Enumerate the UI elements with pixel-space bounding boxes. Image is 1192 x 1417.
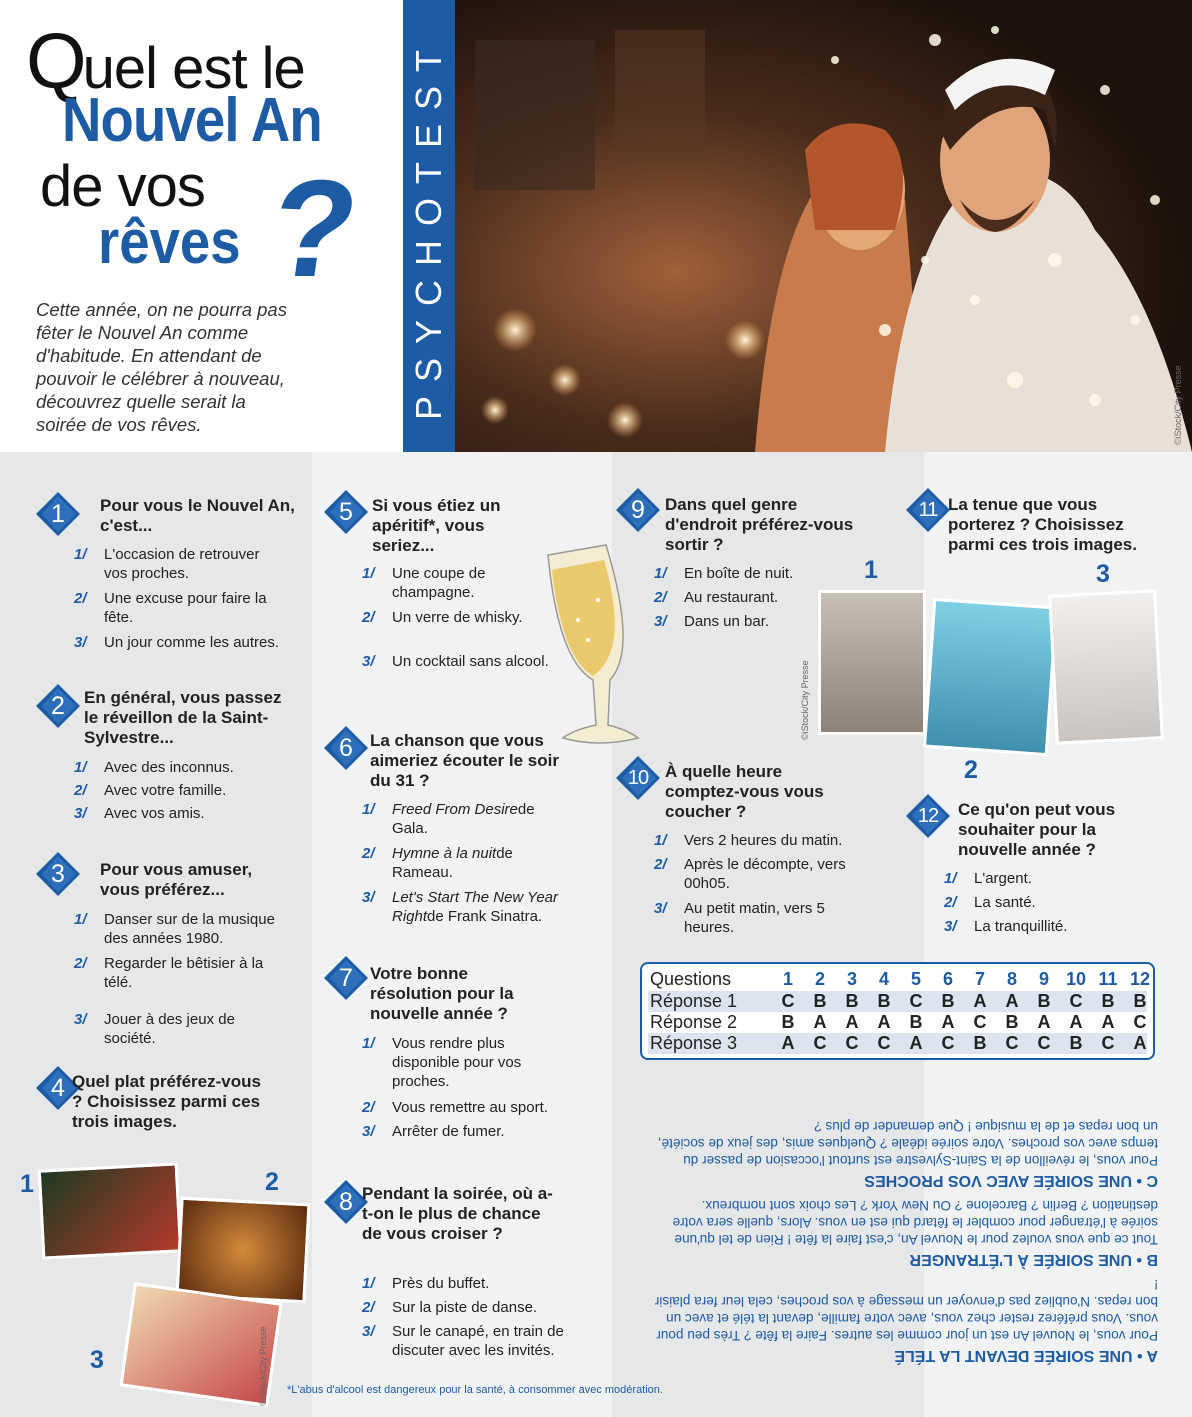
question-2-number-label: 2 [51,692,65,720]
song-title: Hymne à la nuit [392,845,497,862]
question-1-option-1[interactable] [74,545,284,583]
title-line-3: de vos [40,154,205,219]
option-label: Vous remettre au sport. [392,1099,548,1116]
answers-table-cell: C [781,991,795,1011]
answers-table-cell: C [1037,1033,1051,1053]
title-line-1-rest: uel est le [82,36,305,101]
answers-table-cell: 11 [1098,969,1118,989]
song-title: Let's Start The New Year Right [392,889,559,925]
song-artist: de Gala. [392,801,535,837]
option-prefix: 2/ [362,845,375,862]
option-label: Sur la piste de danse. [392,1299,538,1316]
answers-table-row-label: Réponse 3 [650,1033,738,1053]
question-12-number-label: 12 [917,805,939,827]
answers-table-cell: A [1037,1012,1051,1032]
answers-table-cell: A [877,1012,891,1032]
question-8-option-1[interactable] [362,1274,572,1293]
answers-table-row-label: Réponse 1 [650,991,738,1011]
question-8-text: Pendant la soirée, où a-t-on le plus de chance de vous croiser ? [362,1184,553,1243]
question-8-option-2[interactable] [362,1298,572,1317]
question-7-option-2[interactable] [362,1098,572,1117]
answers-table-cell: B [973,1033,987,1053]
question-3-option-1[interactable] [74,910,284,948]
question-2-option-2[interactable] [74,781,284,800]
option-prefix: 2/ [362,1299,375,1316]
answers-table-cell: A [1133,1033,1147,1053]
option-label: Une excuse pour faire la fête. [104,590,267,626]
question-10-option-1[interactable] [654,831,864,850]
answers-table-cell: A [1101,1012,1115,1032]
answers-table-cell: C [1101,1033,1115,1053]
answers-table-cell: C [1133,1012,1147,1032]
answers-table-cell: B [781,1012,795,1032]
food-image-1 [38,1162,183,1259]
title-question-mark: ? [261,152,368,306]
option-prefix: 1/ [362,1275,375,1292]
option-prefix: 2/ [654,856,667,873]
option-label [362,800,572,838]
answers-table-cell: 5 [910,969,921,989]
question-9-option-1[interactable] [654,564,864,583]
answers-table-row-label: Réponse 2 [650,1012,738,1032]
answers-table-cell: 8 [1006,969,1017,989]
option-prefix: 2/ [944,894,957,911]
option-label: L'occasion de retrouver vos proches. [104,546,260,582]
option-label: Arrêter de fumer. [392,1123,505,1140]
option-label: Avec des inconnus. [104,759,234,776]
answers-table-cell: B [813,991,827,1011]
outfit-image-1 [818,590,926,735]
question-9-number-label: 9 [631,496,645,524]
answers-table-cell: A [845,1012,859,1032]
question-2-option-3[interactable] [74,804,284,823]
option-prefix: 2/ [74,782,87,799]
answers-table-cell: B [1037,991,1051,1011]
hero-photo [455,0,1192,452]
option-label: Vers 2 heures du matin. [684,832,843,849]
question-7-number-label: 7 [339,964,353,992]
outfit-image-3-label: 3 [1096,560,1110,588]
food-image-3-label: 3 [90,1346,104,1374]
question-12-number [906,794,950,838]
option-prefix: 3/ [74,1011,87,1028]
question-1-text: Pour vous le Nouvel An, c'est... [100,496,295,535]
option-prefix: 3/ [654,900,667,917]
option-label: Une coupe de champagne. [392,565,486,601]
answers-table-cell: C [941,1033,955,1053]
answers-table-cell: C [973,1012,987,1032]
question-3-number-label: 3 [51,860,65,888]
question-10-number-label: 10 [627,767,649,789]
question-4-text: Quel plat préférez-vous ? Choisissez parmi ces trois images. [72,1072,261,1131]
answers-table-cell: 7 [974,969,985,989]
option-prefix: 1/ [74,546,87,563]
answers-table-cell: C [877,1033,891,1053]
option-label: Avec votre famille. [104,782,227,799]
option-label: La santé. [974,894,1036,911]
food-image-2 [175,1197,310,1304]
answers-table-row [650,991,1150,1012]
option-label: Un verre de whisky. [392,609,523,626]
song-artist: de Rameau. [392,845,513,881]
option-label: Regarder le bêtisier à la télé. [104,955,264,991]
answers-table-cell: 6 [942,969,953,989]
question-12-option-3[interactable] [944,917,1154,936]
option-prefix: 1/ [654,832,667,849]
champagne-glass-illustration [538,540,668,750]
answers-table-cell: A [1069,1012,1083,1032]
answers-table-cell: 2 [814,969,825,989]
question-7-text: Votre bonne résolution pour la nouvelle année ? [370,964,514,1023]
option-label [362,844,572,882]
option-prefix: 2/ [74,955,87,972]
option-prefix: 3/ [74,634,87,651]
result-1-heading: A • UNE SOIRÉE DEVANT LA TÉLÉ [894,1347,1158,1364]
question-5-number-label: 5 [339,498,353,526]
option-label: Près du buffet. [392,1275,490,1292]
answers-table-cell: C [1005,1033,1019,1053]
question-12-option-2[interactable] [944,893,1154,912]
answers-table-cell: B [909,1012,923,1032]
answers-table-cell: 4 [878,969,889,989]
answers-table-cell: A [781,1033,795,1053]
answers-table-cell: A [973,991,987,1011]
intro-paragraph: Cette année, on ne pourra pas fêter le Nouvel An comme d'habitude. En attendant de pouvoir le célébrer à nouveau, découvrez quelle serait la soirée de vos rêves. [36,299,287,435]
option-prefix: 3/ [362,1323,375,1340]
answers-table-cell: B [1005,1012,1019,1032]
option-label: Un jour comme les autres. [104,634,280,651]
option-prefix: 3/ [362,653,375,670]
question-11-number [906,488,950,532]
option-prefix: 1/ [944,870,957,887]
question-11-text: La tenue que vous porterez ? Choisissez parmi ces trois images. [948,495,1137,554]
title-line-2: Nouvel An [62,86,322,155]
option-label: Danser sur de la musique des années 1980. [104,911,275,947]
section-tag [403,0,455,452]
answers-table-cell: A [813,1012,827,1032]
option-prefix: 3/ [944,918,957,935]
answers-table-cell: A [1005,991,1019,1011]
question-4-number-label: 4 [51,1074,65,1102]
question-2-option-1[interactable] [74,758,284,777]
option-label [362,888,572,926]
food-image-credit: ©iStock/City Presse [258,1326,268,1406]
question-10-option-2[interactable] [654,855,864,893]
section-tag-label: PSYCHOTEST [408,35,449,421]
outfit-image-3 [1048,589,1164,744]
answers-table-cell: B [941,991,955,1011]
option-prefix: 2/ [74,590,87,607]
answers-table-header [650,969,1150,990]
answers-table [640,962,1155,1060]
result-2-heading: B • UNE SOIRÉE À L'ÉTRANGER [909,1251,1158,1268]
outfit-image-credit: ©iStock/City Presse [800,660,810,740]
option-label: Après le décompte, vers 00h05. [684,856,846,892]
question-8-option-3[interactable] [362,1322,572,1360]
question-3-text: Pour vous amuser, vous préférez... [100,860,253,899]
question-5-text: Si vous étiez un apéritif*, vous seriez... [372,496,501,555]
answers-table-cell: C [813,1033,827,1053]
answers-table-cell: 3 [846,969,857,989]
answers-table-cell: C [845,1033,859,1053]
song-artist: de Frank Sinatra. [427,908,543,925]
question-1-option-2[interactable] [74,589,284,627]
song-title: Freed From Desire [392,801,518,818]
option-label: Sur le canapé, en train de discuter avec les invités. [392,1323,564,1359]
answers-table-row [650,1033,1150,1054]
question-12-option-1[interactable] [944,869,1154,888]
answers-table-cell: 12 [1129,969,1151,989]
question-6-text: La chanson que vous aimeriez écouter le soir du 31 ? [370,731,559,790]
question-9-text: Dans quel genre d'endroit préférez-vous sortir ? [665,495,854,554]
footnote: *L'abus d'alcool est dangereux pour la santé, à consommer avec modération. [287,1384,663,1396]
hero-photo-illustration [455,0,1192,452]
answers-table-cell: 1 [782,969,793,989]
answers-table-cell: B [845,991,859,1011]
question-10-text: À quelle heure comptez-vous vous coucher ? [665,762,824,821]
option-prefix: 1/ [362,565,375,582]
question-6-option-3[interactable] [362,888,572,926]
option-prefix: 1/ [362,1035,375,1052]
option-label: Dans un bar. [684,613,770,630]
question-2-number [36,684,80,728]
answers-table-row-label: Questions [650,969,732,989]
question-3-option-3[interactable] [74,1010,284,1048]
question-1-option-3[interactable] [74,633,284,652]
result-3-heading: C • UNE SOIRÉE AVEC VOS PROCHES [864,1172,1158,1189]
answers-table-cell: A [909,1033,923,1053]
question-10-option-3[interactable] [654,899,864,937]
result-1-text: Pour vous, le Nouvel An est un jour comme les autres. Faire la fête ? Très peu pour vous. Vous préférez rester chez vous, avec votre famille, devant la télé et avec un bon repas. N'oubliez pas d'envoyer un message à vos proches, cela leur fera plaisir ! [654,1277,1158,1343]
question-6-number [324,726,368,770]
food-image-2-label: 2 [265,1168,279,1196]
answers-table-cell: C [1069,991,1083,1011]
option-label: Vous rendre plus disponible pour vos proches. [392,1035,522,1090]
answers-table-cell: B [1133,991,1147,1011]
option-prefix: 2/ [654,589,667,606]
question-8-number-label: 8 [339,1188,353,1216]
option-prefix: 3/ [74,805,87,822]
results-upside-down [648,1072,1158,1372]
question-5-number [324,490,368,534]
question-11-number-label: 11 [918,499,938,521]
result-2-text: Tout ce que vous voulez pour le Nouvel An, c'est faire la fête ! Rien de tel qu'une soirée à l'étranger pour combler le fêtard qui est en vous. Alors, quelle sera votre destination ? Berlin ? Barcelone ? Ou New York ? Les choix sont nombreux. [672,1198,1158,1247]
question-3-number [36,852,80,896]
option-label: Un cocktail sans alcool. [392,653,549,670]
option-label: La tranquillité. [974,918,1068,935]
answers-table-cell: B [1069,1033,1083,1053]
option-prefix: 2/ [362,609,375,626]
option-label: En boîte de nuit. [684,565,794,582]
title-line-4: rêves [98,208,241,277]
answers-table-cell: B [1101,991,1115,1011]
option-prefix: 1/ [74,759,87,776]
option-prefix: 3/ [654,613,667,630]
question-7-option-1[interactable] [362,1034,572,1091]
question-3-option-2[interactable] [74,954,284,992]
question-9-number [616,488,660,532]
question-10-number [616,756,660,800]
outfit-image-2 [923,598,1058,756]
question-6-option-1[interactable] [362,800,572,838]
question-1-number-label: 1 [51,500,65,528]
option-label: Avec vos amis. [104,805,205,822]
question-1-number [36,492,80,536]
answers-table-cell: B [877,991,891,1011]
question-7-number [324,956,368,1000]
option-prefix: 2/ [362,1099,375,1116]
hero-photo-credit: ©iStock/City Presse [1173,365,1183,445]
option-prefix: 3/ [362,1123,375,1140]
option-label: Jouer à des jeux de société. [104,1011,235,1047]
outfit-image-2-label: 2 [964,756,978,784]
option-label: Au restaurant. [684,589,779,606]
food-image-1-label: 1 [20,1170,34,1198]
question-7-option-3[interactable] [362,1122,572,1141]
outfit-image-1-label: 1 [864,556,878,584]
answers-table-cell: 9 [1038,969,1049,989]
question-6-option-2[interactable] [362,844,572,882]
answers-table-row [650,1012,1150,1033]
question-12-text: Ce qu'on peut vous souhaiter pour la nouvelle année ? [958,800,1116,859]
question-6-number-label: 6 [339,734,353,762]
option-prefix: 1/ [74,911,87,928]
option-prefix: 1/ [362,801,375,818]
option-prefix: 3/ [362,889,375,906]
option-label: Au petit matin, vers 5 heures. [684,900,825,936]
answers-table-cell: C [909,991,923,1011]
answers-table-cell: 10 [1065,969,1087,989]
question-2-text: En général, vous passez le réveillon de la Saint-Sylvestre... [84,688,282,747]
result-3-text: Pour vous, le réveillon de la Saint-Sylvestre est surtout l'occasion de passer du temps avec vos proches. Votre soirée idéale ? Quelques amis, des jeux de société, un bon repas et de la musique ! Que demander de plus ? [657,1119,1158,1168]
title-first-letter: Q [26,17,83,105]
option-prefix: 1/ [654,565,667,582]
answers-table-cell: A [941,1012,955,1032]
option-label: L'argent. [974,870,1032,887]
